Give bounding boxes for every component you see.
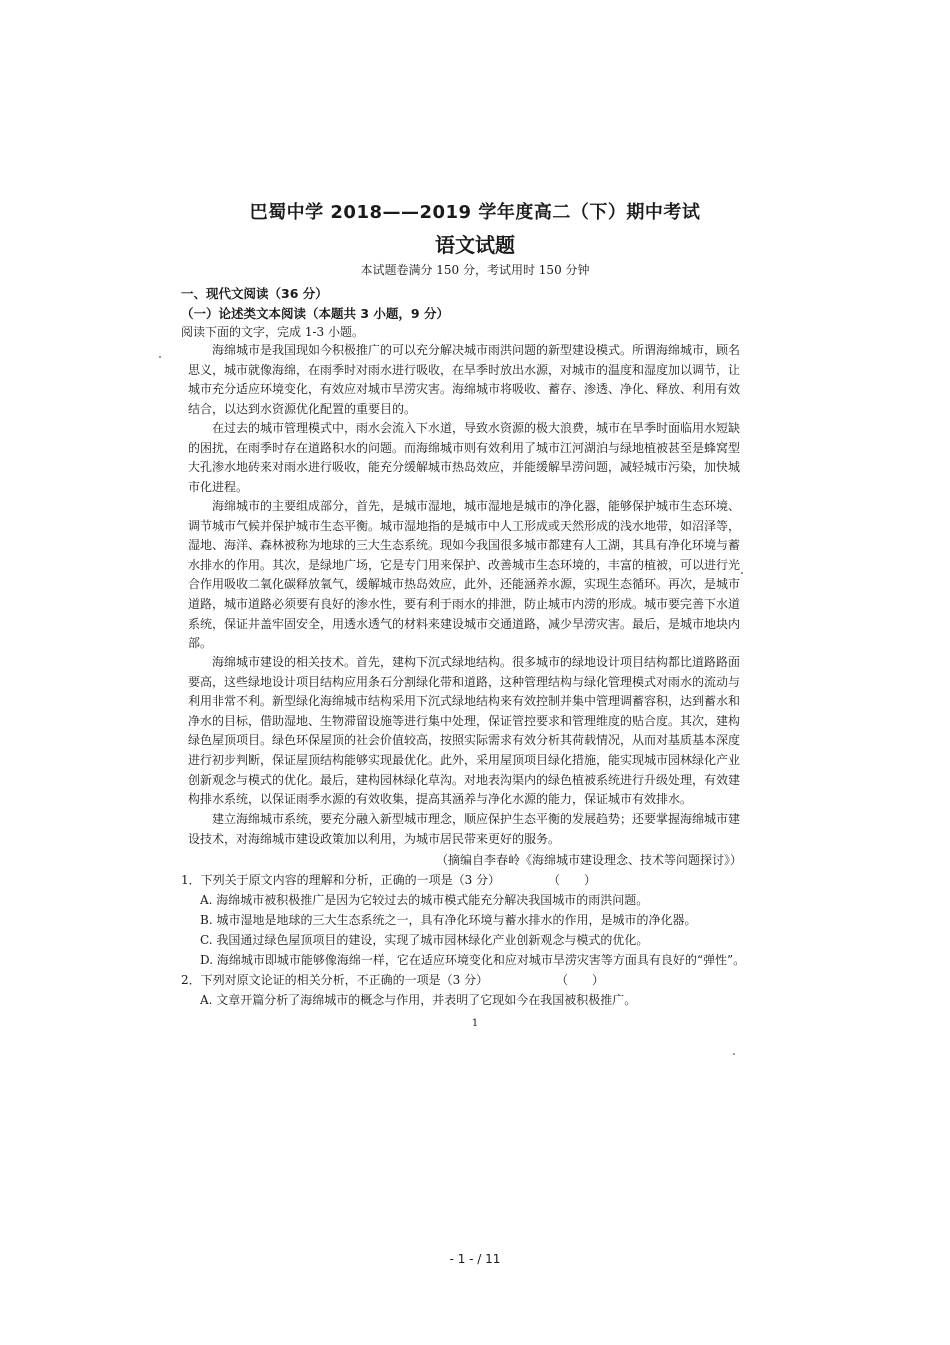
- scan-page-number: 1: [471, 1018, 479, 1029]
- exam-subtitle: 语文试题: [435, 233, 515, 257]
- passage-paragraph: 海绵城市是我国现如今积极推广的可以充分解决城市雨洪问题的新型建设模式。所谓海绵城市，顾名思义，城市就像海绵，在雨季时对雨水进行吸收，在旱季时放出水源，对城市的温度和湿度加以调节，让城市充分适应环境变化，有效应对城市旱涝灾害。海绵城市将吸收、蓄存、渗透、净化、释放、利用有效结合，以达到水资源优化配置的重要目的。: [188, 343, 741, 416]
- question-option: A. 文章开篇分析了海绵城市的概念与作用，并表明了它现如今在我国被积极推广。: [200, 993, 637, 1007]
- sub-section-heading: （一）论述类文本阅读（本题共 3 小题，9 分）: [181, 306, 449, 321]
- passage-paragraph: 海绵城市的主要组成部分，首先，是城市湿地，城市湿地是城市的净化器，能够保护城市生态环境、调节城市气候并保护城市生态平衡。城市湿地指的是城市中人工形成或天然形成的浅水地带，如沼泽等，湿地、海洋、森林被称为地球的三大生态系统。现如今我国很多城市都建有人工湖，其具有净化环境与蓄水排水的作用。其次，是绿地广场，它是专门用来保护、改善城市生态环境的，丰富的植被，可以进行光合作用吸收二氧化碳释放氧气，缓解城市热岛效应，此外，还能涵养水源，实现生态循环。再次，是城市道路，城市道路必须要有良好的渗水性，要有利于雨水的排泄，防止城市内涝的形成。城市要完善下水道系统，保证井盖牢固安全，用透水透气的材料来建设城市交通道路，减少旱涝灾害。最后，是城市地块内部。: [188, 499, 741, 651]
- exam-note: 本试题卷满分 150 分，考试用时 150 分钟: [360, 263, 590, 277]
- passage-paragraph: 建立海绵城市系统，要充分融入新型城市理念，顺应保护生态平衡的发展趋势；还要掌握海绵城市建设技术，对海绵城市建设政策加以利用，为城市居民带来更好的服务。: [188, 812, 741, 846]
- reading-instruction: 阅读下面的文字，完成 1-3 小题。: [181, 325, 364, 339]
- answer-blank: （ ）: [556, 973, 605, 987]
- question-option: A. 海绵城市被积极推广是因为它较过去的城市模式能充分解决我国城市的雨洪问题。: [200, 893, 649, 907]
- exam-title: 巴蜀中学 2018——2019 学年度高二（下）期中考试: [249, 202, 701, 223]
- answer-blank: （ ）: [548, 873, 597, 887]
- question-stem: 1．下列关于原文内容的理解和分析，正确的一项是（3 分）: [181, 873, 501, 887]
- question-option: C. 我国通过绿色屋顶项目的建设，实现了城市园林绿化产业创新观念与模式的优化。: [200, 933, 649, 947]
- passage-paragraph: 海绵城市建设的相关技术。首先，建构下沉式绿地结构。很多城市的绿地设计项目结构都比道路路面要高，这些绿地设计项目结构应用条石分割绿化带和道路，这种管理结构与绿化管理模式对雨水的流动与利用非常不利。新型绿化海绵城市结构采用下沉式绿地结构来有效控制并集中管理调蓄容积，达到蓄水和净水的目标，借助湿地、生物滞留设施等进行集中处理，保证管控要求和管理维度的贴合度。其次，建构绿色屋顶项目。绿色环保屋顶的社会价值较高，按照实际需求有效分析其荷载情况，从而对基质基本深度进行初步判断，保证屋顶结构能够实现最优化。此外，采用屋顶项目绿化措施，能实现城市园林绿化产业创新观念与模式的优化。最后，建构园林绿化草沟。对地表沟渠内的绿色植被系统进行升级处理，有效建构排水系统，以保证雨季水源的有效收集，提高其涵养与净化水源的能力，保证城市有效排水。: [188, 655, 741, 807]
- passage-paragraph: 在过去的城市管理模式中，雨水会流入下水道，导致水资源的极大浪费，城市在旱季时面临用水短缺的困扰，在雨季时存在道路积水的问题。而海绵城市则有效利用了城市江河湖泊与绿地植被甚至是蜂窝型大孔渗水地砖来对雨水进行吸收，能充分缓解城市热岛效应，并能缓解旱涝问题，减轻城市污染，加快城市化进程。: [188, 421, 741, 494]
- scan-speck: [741, 572, 743, 574]
- section-heading: 一、现代文阅读（36 分）: [181, 286, 328, 301]
- question-option: B. 城市湿地是地球的三大生态系统之一，具有净化环境与蓄水排水的作用，是城市的净化器。: [200, 913, 697, 927]
- question-stem: 2．下列对原文论证的相关分析，不正确的一项是（3 分）: [181, 973, 489, 987]
- scan-speck: [159, 356, 161, 358]
- passage-source: （摘编自李春岭《海绵城市建设理念、技术等问题探讨》）: [435, 853, 742, 867]
- page-indicator: - 1 - / 11: [449, 1252, 501, 1266]
- question-option: D. 海绵城市即城市能够像海绵一样，它在适应环境变化和应对城市旱涝灾害等方面具有良好的“弹性”。: [200, 953, 746, 967]
- scan-speck: [733, 1053, 735, 1055]
